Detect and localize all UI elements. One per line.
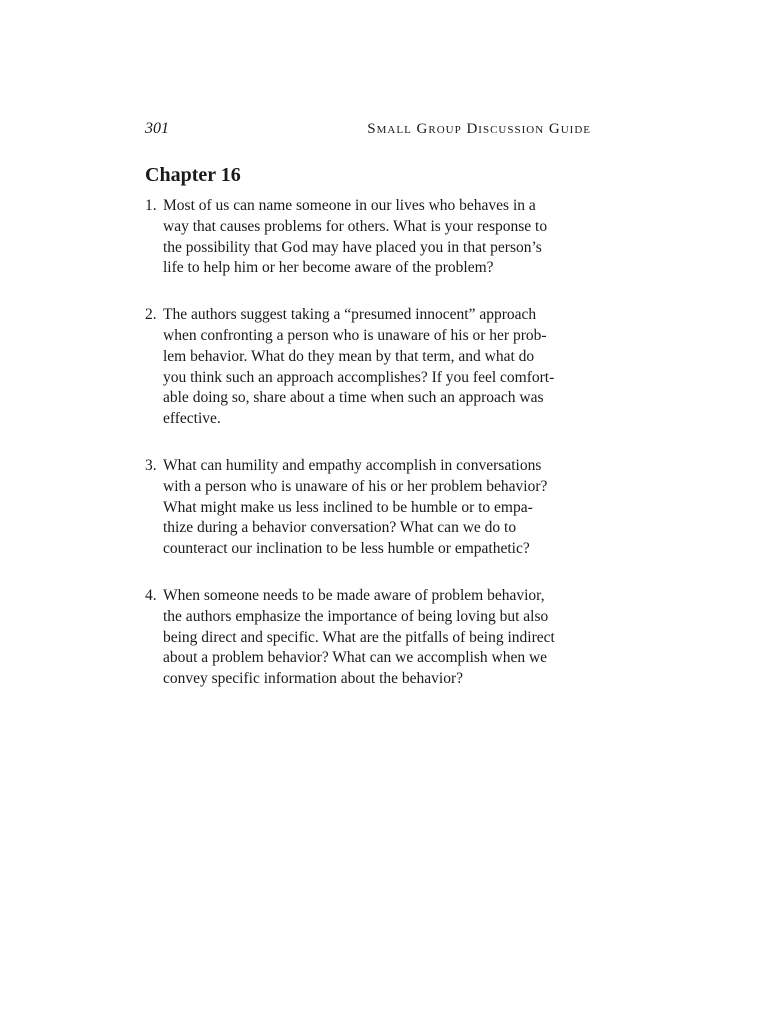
question-list xyxy=(145,196,591,690)
question-text-line: lem behavior. What do they mean by that term, and what do xyxy=(163,347,535,365)
question-text-line: being direct and specific. What are the pitfalls of being indirect xyxy=(163,628,555,646)
question-text-line: The authors suggest taking a “presumed innocent” approach xyxy=(163,306,537,324)
question-text-line: about a problem behavior? What can we accomplish when we xyxy=(163,649,548,667)
book-page xyxy=(145,120,591,716)
question-number: 4. xyxy=(145,586,157,604)
question-text-line: effective. xyxy=(163,410,221,428)
question-text-line: thize during a behavior conversation? What can we do to xyxy=(163,519,517,537)
question-text-line: When someone needs to be made aware of problem behavior, xyxy=(163,586,545,604)
running-title: Small Group Discussion Guide xyxy=(367,121,591,137)
question-item xyxy=(145,586,591,690)
question-text-line: What can humility and empathy accomplish in conversations xyxy=(163,456,542,474)
question-number: 1. xyxy=(145,197,157,214)
running-head xyxy=(145,120,591,146)
question-item xyxy=(145,456,591,560)
question-text-line: the authors emphasize the importance of being loving but also xyxy=(163,607,549,625)
question-number: 2. xyxy=(145,306,157,324)
question-item xyxy=(145,196,591,279)
question-text-line: able doing so, share about a time when such an approach was xyxy=(163,389,544,407)
question-text-line: way that causes problems for others. What is your response to xyxy=(163,217,548,235)
question-text-line: when confronting a person who is unaware of his or her prob- xyxy=(163,326,547,344)
question-text-line: convey specific information about the behavior? xyxy=(163,670,463,688)
question-text-line: What might make us less inclined to be humble or to empa- xyxy=(163,498,533,516)
question-text-line: counteract our inclination to be less humble or empathetic? xyxy=(163,540,530,558)
question-text-line: life to help him or her become aware of the problem? xyxy=(163,259,494,277)
chapter-heading: Chapter 16 xyxy=(145,164,241,186)
question-text-line: with a person who is unaware of his or her problem behavior? xyxy=(163,477,548,495)
question-item xyxy=(145,305,591,430)
question-text-line: you think such an approach accomplishes? If you feel comfort- xyxy=(163,368,555,386)
question-text-line: Most of us can name someone in our lives who behaves in a xyxy=(163,197,536,214)
question-number: 3. xyxy=(145,456,157,474)
question-text-line: the possibility that God may have placed you in that person’s xyxy=(163,238,542,256)
page-number: 301 xyxy=(145,120,169,137)
